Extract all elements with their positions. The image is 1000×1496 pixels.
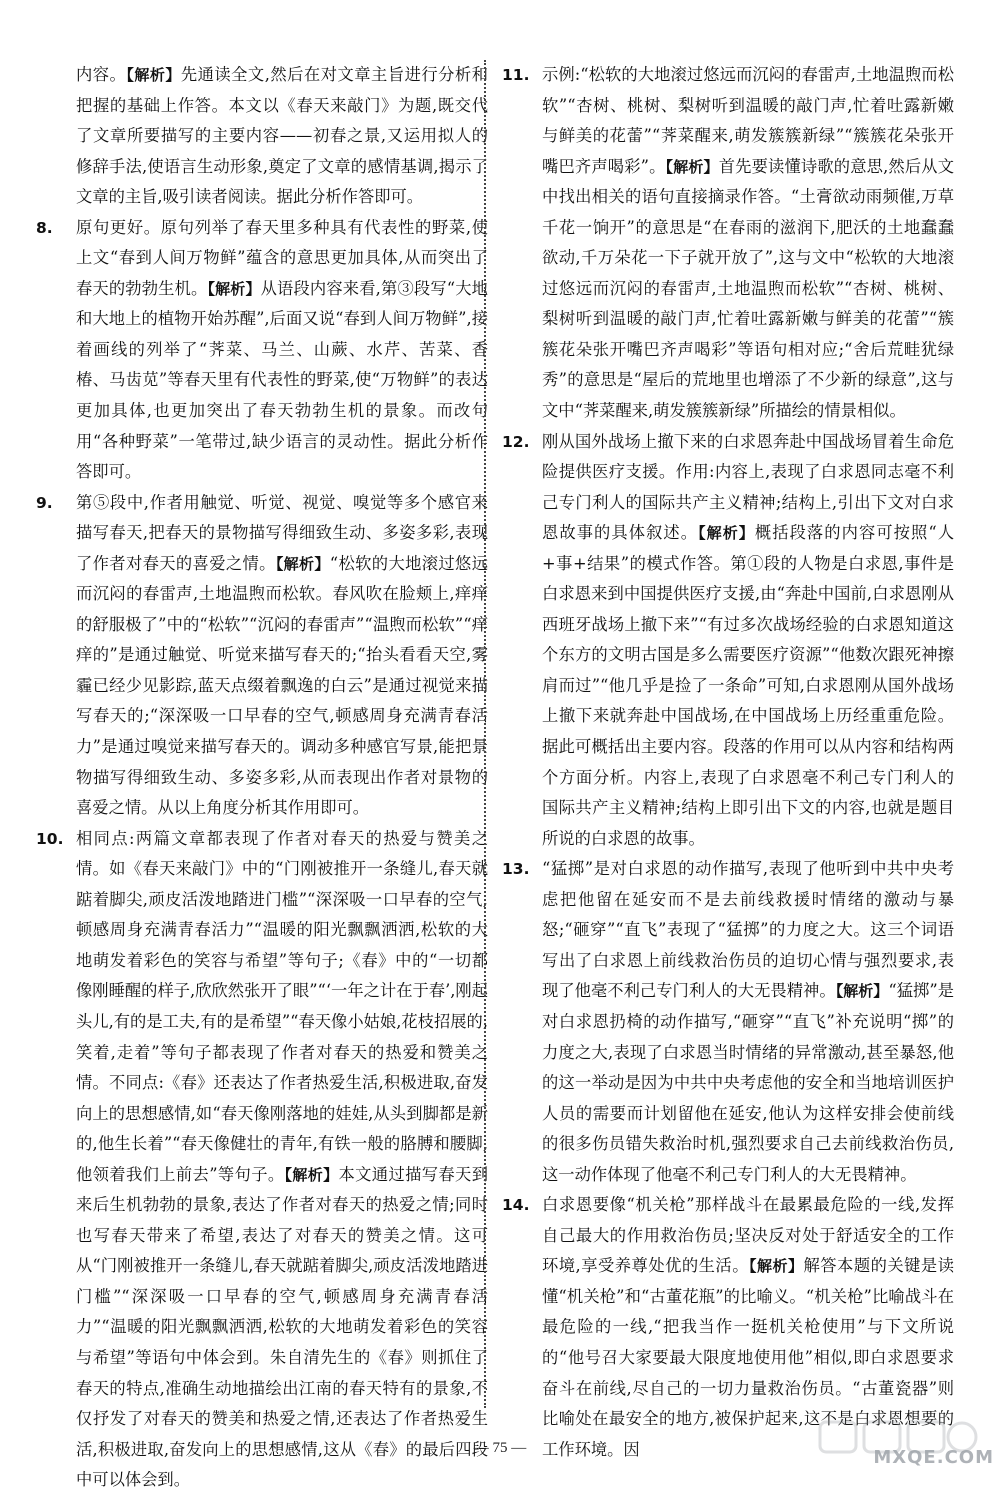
analysis-label: 【解析】 [749,1257,804,1276]
answer-text: 白求恩要像“机关枪”那样战斗在最累最危险的一线,发挥自己最大的作用救治伤员;坚决反对处于舒适安全的工作环境,享受养尊处优的生活。 [542,1195,954,1276]
item-number: 12. [502,432,530,451]
answer-text: 相同点:两篇文章都表现了作者对春天的热爱与赞美之情。如《春天来敲门》中的“门刚被推开一条缝儿,春天就踮着脚尖,顽皮活泼地踏进门槛”“深深吸一口早春的空气,顿感周身充满青春活力”“温暖的阳光飘飘洒洒,松软的大地萌发着彩色的笑容与希望”等句子;《春》中的“一切都像刚睡醒的样子,欣欣然张开了眼”“‘一年之计在于春’,刚起头儿,有的是工夫,有的是希望”“春天像小姑娘,花枝招展的,笑着,走着”等句子都表现了作者对春天的热爱和赞美之情。不同点:《春》还表达了作者热爱生活,积极进取,奋发向上的思想感情,如“春天像刚落地的娃娃,从头到脚都是新的,他生长着”“春天像健壮的青年,有铁一般的胳膊和腰脚,他领着我们上前去”等句子。 [76,828,488,1184]
answer-text: 第⑤段中,作者用触觉、听觉、视觉、嗅觉等多个感官来描写春天,把春天的景物描写得细致生动、多姿多彩,表现了作者对春天的喜爱之情。 [76,492,488,573]
right-column [502,60,954,1465]
answer-item-11 [502,60,954,427]
column-divider [484,60,486,1408]
item-number: 14. [502,1196,530,1215]
answer-item-9 [36,488,488,824]
analysis-label: 【解析】 [698,524,755,543]
analysis-label: 【解析】 [284,1165,339,1184]
analysis-label: 【解析】 [835,982,889,1001]
watermark-text: MXQE.COM [873,1447,994,1468]
item-number: 13. [502,860,530,879]
analysis-text: 概括段落的内容可按照“人+事+结果”的模式作答。第①段的人物是白求恩,事件是白求恩来到中国提供医疗支援,由“奔赴中国前,白求恩刚从西班牙战场上撤下来”“有过多次战场经验的白求恩知道这个东方的文明古国是多么需要医疗资源”“他数次跟死神擦肩而过”“他几乎是捡了一条命”可知,白求恩刚从国外战场上撤下来就奔赴中国战场,在中国战场上历经重重危险。据此可概括出主要内容。段落的作用可以从内容和结构两个方面分析。内容上,表现了白求恩毫不利己专门利人的国际共产主义精神;结构上即引出下文的内容,也就是题目所说的白求恩的故事。 [542,523,954,848]
page-number: — 75 — [473,1440,527,1456]
left-column [36,60,488,1496]
answer-text: “猛掷”是对白求恩的动作描写,表现了他听到中共中央考虑把他留在延安而不是去前线救援时情绪的激动与暴怒;“砸穿”“直飞”表现了“猛掷”的力度之大。这三个词语写出了白求恩上前线救治伤员的迫切心情与强烈要求,表现了他毫不利己专门利人的大无畏精神。 [542,859,954,1001]
answer-item-13 [502,854,954,1190]
analysis-text: 本文通过描写春天到来后生机勃勃的景象,表达了作者对春天的热爱之情;同时也写春天带来了希望,表达了对春天的赞美之情。这可从“门刚被推开一条缝儿,春天就踮着脚尖,顽皮活泼地踏进门槛”“深深吸一口早春的空气,顿感周身充满青春活力”“温暖的阳光飘飘洒洒,松软的大地萌发着彩色的笑容与希望”等语句中体会到。朱自清先生的《春》则抓住了春天的特点,准确生动地描绘出江南的春天特有的景象,不仅抒发了对春天的赞美和热爱之情,还表达了作者热爱生活,积极进取,奋发向上的思想感情,这从《春》的最后四段中可以体会到。 [76,1164,488,1490]
analysis-label: 【解析】 [207,279,261,298]
answer-text: 刚从国外战场上撤下来的白求恩奔赴中国战场冒着生命危险提供医疗支援。作用:内容上,表现了白求恩同志毫不利己专门利人的国际共产主义精神;结构上,引出下文对白求恩故事的具体叙述。 [542,431,954,543]
analysis-text: “松软的大地滚过悠远而沉闷的春雷声,土地温煦而松软。春风吹在脸颊上,痒痒的舒服极了”中的“松软”“沉闷的春雷声”“温煦而松软”“痒痒的”是通过触觉、听觉来描写春天的;“抬头看看天空,雾霾已经少见影踪,蓝天点缀着飘逸的白云”是通过视觉来描写春天的;“深深吸一口早春的空气,顿感周身充满青春活力”是通过嗅觉来描写春天的。调动多种感官写景,能把景物描写得细致生动、多姿多彩,从而表现出作者对景物的喜爱之情。从以上角度分析其作用即可。 [76,553,488,818]
analysis-text: “猛掷”是对白求恩扔椅的动作描写,“砸穿”“直飞”补充说明“掷”的力度之大,表现了白求恩当时情绪的异常激动,甚至暴怒,他的这一举动是因为中共中央考虑他的安全和当地培训医护人员的需要而计划留他在延安,他认为这样安排会使前线的很多伤员错失救治时机,强烈要求自己去前线救治伤员,这一动作体现了他毫不利己专门利人的大无畏精神。 [542,981,954,1184]
analysis-text: 先通读全文,然后在对文章主旨进行分析和把握的基础上作答。本文以《春天来敲门》为题,既交代了文章所要描写的主要内容——初春之景,又运用拟人的修辞手法,使语言生动形象,奠定了文章的感情基调,揭示了文章的主旨,吸引读者阅读。据此分析作答即可。 [76,65,488,207]
answer-text: 内容。 [76,65,127,84]
item-number: 9. [36,493,53,512]
item-number: 10. [36,829,64,848]
answer-item-10 [36,824,488,1496]
answer-continuation [36,60,488,213]
analysis-text: 首先要读懂诗歌的意思,然后从文中找出相关的语句直接摘录作答。“土膏欲动雨频催,万草千花一饷开”的意思是“在春雨的滋润下,肥沃的土地蠢蠢欲动,千万朵花一下子就开放了”,这与文中“松软的大地滚过悠远而沉闷的春雷声,土地温煦而松软”“杏树、桃树、梨树听到温暖的敲门声,忙着吐露新嫩与鲜美的花蕾”“簇簇花朵张开嘴巴齐声喝彩”等语句相对应;“舍后荒畦犹绿秀”的意思是“屋后的荒地里也增添了不少新的绿意”,这与文中“荠菜醒来,萌发簇簇新绿”所描绘的情景相似。 [542,156,954,421]
analysis-text: 解答本题的关键是读懂“机关枪”和“古董花瓶”的比喻义。“机关枪”比喻战斗在最危险的一线,“把我当作一挺机关枪使用”与下文所说的“他号召大家要最大限度地使用他”相似,即白求恩要求奋斗在前线,尽自己的一切力量救治伤员。“古董瓷器”则比喻处在最安全的地方,被保护起来,这不是白求恩想要的工作环境。因 [542,1256,954,1459]
item-number: 11. [502,66,530,84]
analysis-text: 从语段内容来看,第③段写“大地和大地上的植物开始苏醒”,后面又说“春到人间万物鲜”,接着画线的列举了“荠菜、马兰、山蕨、水芹、苦菜、香椿、马齿苋”等春天里有代表性的野菜,使“万物鲜”的表达更加具体,也更加突出了春天勃勃生机的景象。而改句用“各种野菜”一笔带过,缺少语言的灵动性。据此分析作答即可。 [76,278,488,482]
analysis-label: 【解析】 [275,554,330,573]
analysis-label: 【解析】 [665,157,719,176]
answer-item-12 [502,427,954,855]
answer-item-8 [36,213,488,488]
analysis-label: 【解析】 [126,66,181,84]
answer-text: 原句更好。原句列举了春天里多种具有代表性的野菜,使上文“春到人间万物鲜”蕴含的意思更加具体,从而突出了春天的勃勃生机。 [76,217,488,298]
answer-text: 示例:“松软的大地滚过悠远而沉闷的春雷声,土地温煦而松软”“杏树、桃树、梨树听到温暖的敲门声,忙着吐露新嫩与鲜美的花蕾”“荠菜醒来,萌发簇簇新绿”“簇簇花朵张开嘴巴齐声喝彩”。 [542,65,954,176]
item-number: 8. [36,218,53,237]
